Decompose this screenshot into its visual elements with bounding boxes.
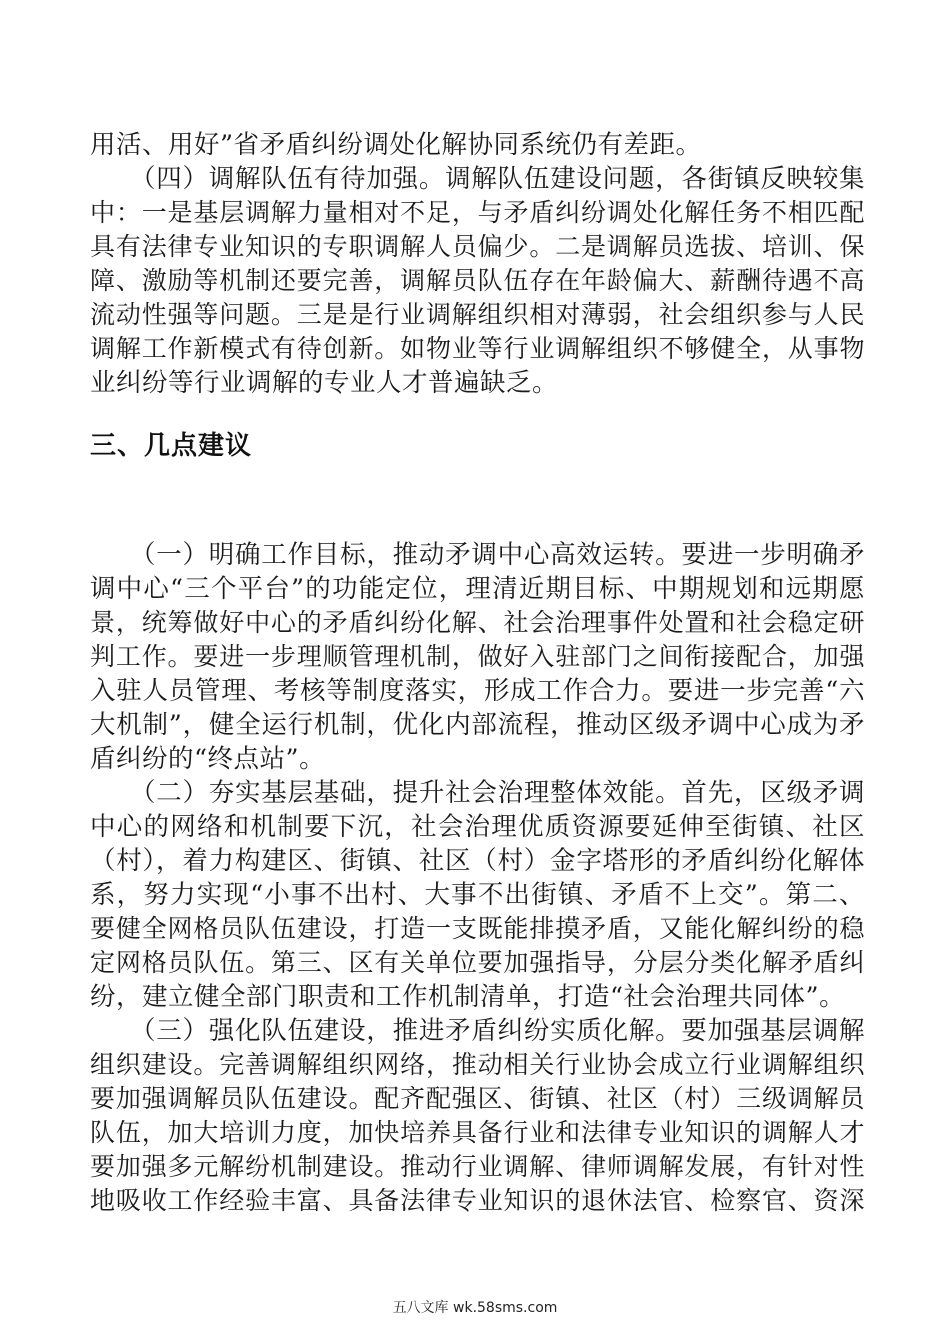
text-line: 流动性强等问题。三是是行业调解组织相对薄弱，社会组织参与人民 (90, 300, 865, 329)
text-line: 队伍，加大培训力度，加快培养具备行业和法律专业知识的调解人才 (90, 1118, 865, 1147)
text-line: 要加强调解员队伍建设。配齐配强区、街镇、社区（村）三级调解员 (90, 1084, 865, 1113)
text-line: （三）强化队伍建设，推进矛盾纠纷实质化解。要加强基层调解 (130, 1016, 865, 1046)
text-line: 要健全网格员队伍建设，打造一支既能排摸矛盾，又能化解纠纷的稳 (90, 914, 865, 943)
text-line: 中：一是基层调解力量相对不足，与矛盾纠纷调处化解任务不相匹配 (90, 198, 865, 227)
text-line: 中心的网络和机制要下沉，社会治理优质资源要延伸至街镇、社区 (90, 812, 865, 842)
text-line: 用活、用好”省矛盾纠纷调处化解协同系统仍有差距。 (90, 130, 702, 160)
text-line: 业纠纷等行业调解的专业人才普遍缺乏。 (90, 368, 559, 398)
text-line: （村），着力构建区、街镇、社区（村）金字塔形的矛盾纠纷化解体 (90, 846, 865, 876)
text-line: 定网格员队伍。第三、区有关单位要加强指导，分层分类化解矛盾纠 (90, 948, 865, 977)
text-line: 盾纠纷的“终点站”。 (90, 744, 326, 774)
text-line: 系，努力实现“小事不出村、大事不出街镇、矛盾不上交”。第二、 (90, 880, 865, 910)
text-line: 大机制”，健全运行机制，优化内部流程，推动区级矛调中心成为矛 (90, 710, 865, 740)
text-line: 纷，建立健全部门职责和工作机制清单，打造“社会治理共同体”。 (90, 982, 846, 1012)
footer-source: 五八文库 wk.58sms.com (392, 1300, 558, 1316)
text-line: 入驻人员管理、考核等制度落实，形成工作合力。要进一步完善“六 (90, 676, 865, 706)
text-line: （四）调解队伍有待加强。调解队伍建设问题，各街镇反映较集 (130, 164, 865, 194)
text-line: 调解工作新模式有待创新。如物业等行业调解组织不够健全，从事物 (90, 334, 865, 363)
text-line: 组织建设。完善调解组织网络，推动相关行业协会成立行业调解组织 (90, 1050, 865, 1079)
text-line: 景，统筹做好中心的矛盾纠纷化解、社会治理事件处置和社会稳定研 (90, 608, 865, 637)
text-line: 调中心“三个平台”的功能定位，理清近期目标、中期规划和远期愿 (90, 574, 865, 604)
text-line: （二）夯实基层基础，提升社会治理整体效能。首先，区级矛调 (130, 778, 865, 808)
text-line: 判工作。要进一步理顺管理机制，做好入驻部门之间衔接配合，加强 (90, 642, 865, 671)
text-line: 具有法律专业知识的专职调解人员偏少。二是调解员选拔、培训、保 (90, 232, 865, 261)
text-line: 要加强多元解纷机制建设。推动行业调解、律师调解发展，有针对性 (90, 1152, 865, 1181)
text-line: 障、激励等机制还要完善，调解员队伍存在年龄偏大、薪酬待遇不高 (90, 266, 865, 295)
section-heading: 三、几点建议 (90, 431, 253, 461)
text-line: （一）明确工作目标，推动矛调中心高效运转。要进一步明确矛 (130, 540, 865, 570)
text-line: 地吸收工作经验丰富、具备法律专业知识的退休法官、检察官、资深 (90, 1186, 865, 1215)
